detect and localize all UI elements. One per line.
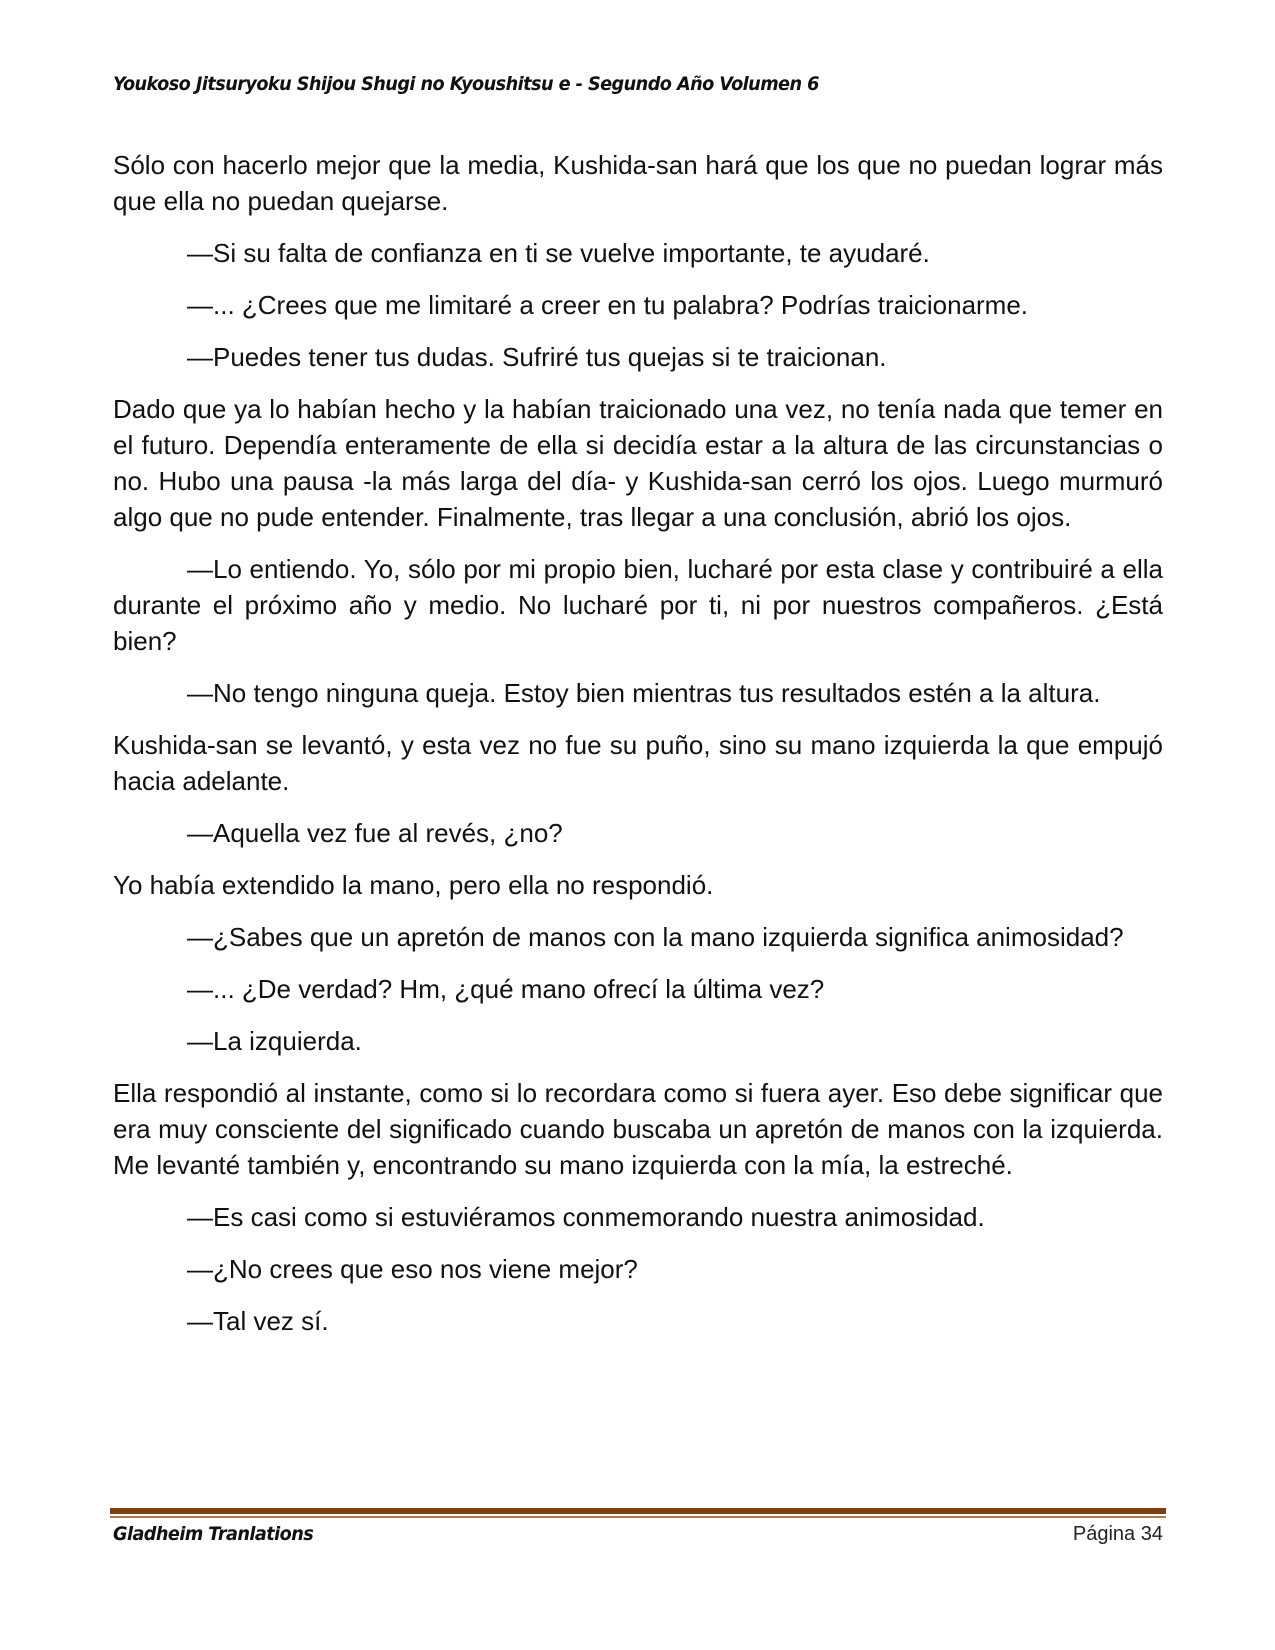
dialogue-paragraph: —No tengo ninguna queja. Estoy bien mientras tus resultados estén a la altura. xyxy=(187,678,1101,708)
page-label: Página xyxy=(1072,1523,1136,1545)
narration-paragraph: Ella respondió al instante, como si lo recordara como si fuera ayer. Eso debe significar que era muy consciente del significado cuando buscaba un apretón de manos con la izquierda. Me levanté también y, encontrando su mano izquierda con la mía, la estreché. xyxy=(113,1078,1163,1180)
page-number-value: 34 xyxy=(1140,1523,1163,1545)
dialogue-paragraph: —La izquierda. xyxy=(187,1026,362,1056)
dialogue-paragraph: —¿No crees que eso nos viene mejor? xyxy=(187,1254,638,1284)
page-number xyxy=(1073,1523,1163,1546)
dialogue-paragraph: —Puedes tener tus dudas. Sufriré tus quejas si te traicionan. xyxy=(187,342,887,372)
dialogue-paragraph: —Aquella vez fue al revés, ¿no? xyxy=(187,818,563,848)
dialogue-paragraph: —... ¿Crees que me limitaré a creer en tu palabra? Podrías traicionarme. xyxy=(187,290,1029,320)
narration-paragraph: Kushida-san se levantó, y esta vez no fue su puño, sino su mano izquierda la que empujó hacia adelante. xyxy=(113,730,1163,796)
page-body xyxy=(113,147,1163,1355)
dialogue-paragraph: —Es casi como si estuviéramos conmemorando nuestra animosidad. xyxy=(187,1202,985,1232)
footer-rule-thin xyxy=(110,1516,1166,1518)
footer-rule xyxy=(110,1508,1166,1514)
dialogue-paragraph: —... ¿De verdad? Hm, ¿qué mano ofrecí la última vez? xyxy=(187,974,825,1004)
narration-paragraph: Dado que ya lo habían hecho y la habían traicionado una vez, no tenía nada que temer en el futuro. Dependía enteramente de ella si decidía estar a la altura de las circunstancias o no. Hubo una pausa -la más larga del día- y Kushida-san cerró los ojos. Luego murmuró algo que no pude entender. Finalmente, tras llegar a una conclusión, abrió los ojos. xyxy=(113,394,1163,532)
narration-paragraph: Yo había extendido la mano, pero ella no respondió. xyxy=(113,870,714,900)
dialogue-paragraph: —¿Sabes que un apretón de manos con la mano izquierda significa animosidad? xyxy=(187,922,1124,952)
dialogue-paragraph: —Si su falta de confianza en ti se vuelve importante, te ayudaré. xyxy=(187,238,930,268)
dialogue-paragraph: —Tal vez sí. xyxy=(187,1306,329,1336)
dialogue-paragraph: —Lo entiendo. Yo, sólo por mi propio bien, lucharé por esta clase y contribuiré a ella durante el próximo año y medio. No lucharé por ti, ni por nuestros compañeros. ¿Está bien? xyxy=(113,554,1163,656)
running-header: Youkoso Jitsuryoku Shijou Shugi no Kyoushitsu e - Segundo Año Volumen 6 xyxy=(113,73,819,95)
footer-credit: Gladheim Tranlations xyxy=(113,1523,314,1545)
narration-paragraph: Sólo con hacerlo mejor que la media, Kushida-san hará que los que no puedan lograr más que ella no puedan quejarse. xyxy=(113,150,1163,216)
